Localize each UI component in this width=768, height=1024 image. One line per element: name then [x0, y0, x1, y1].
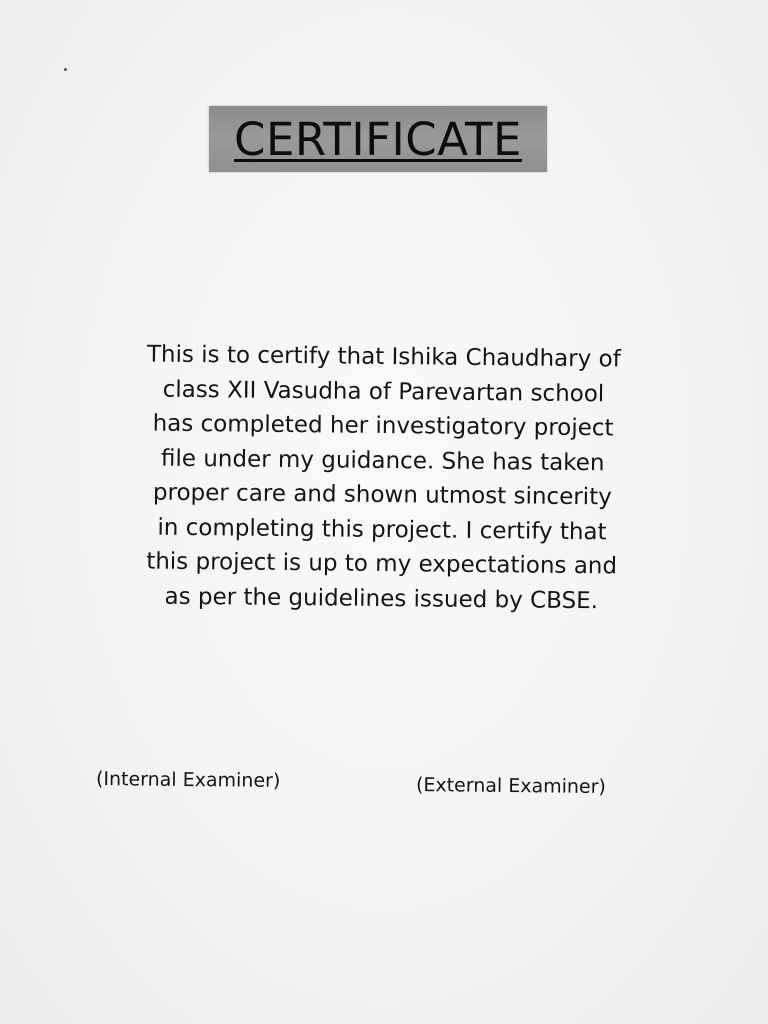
certificate-body-line: proper care and shown utmost sincerity — [152, 479, 612, 511]
certificate-body-line: this project is up to my expectations and — [146, 548, 618, 580]
certificate-body-line: This is to certify that Ishika Chaudhary of — [146, 341, 621, 373]
ink-speck — [64, 68, 67, 71]
certificate-body-line: class XII Vasudha of Parevartan school — [162, 376, 605, 407]
internal-examiner-label: (Internal Examiner) — [95, 768, 281, 792]
certificate-body-line: file under my guidance. She has taken — [160, 445, 605, 476]
external-examiner-label: (External Examiner) — [415, 774, 607, 798]
certificate-body-line: as per the guidelines issued by CBSE. — [164, 583, 599, 614]
certificate-body-line: has completed her investigatory project — [152, 410, 614, 442]
certificate-body-line: in completing this project. I certify that — [157, 514, 607, 545]
certificate-title: CERTIFICATE — [234, 113, 522, 166]
certificate-body — [93, 337, 672, 619]
